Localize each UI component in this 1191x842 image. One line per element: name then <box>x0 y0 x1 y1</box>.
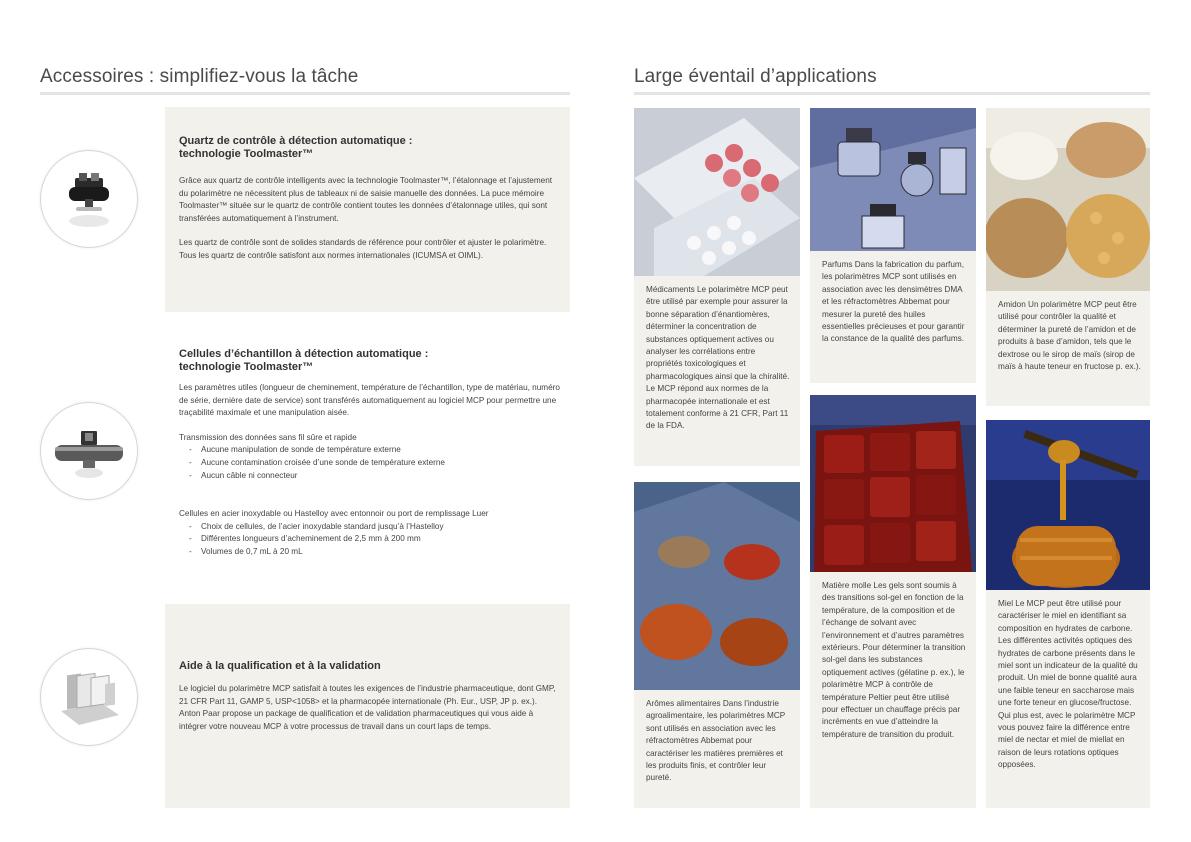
matiere-caption: Matière molle Les gels sont soumis à des transitions sol-gel en fonction de la température, de la composition et de l’échange de solvant avec l’environnement et d’autres paramètres extérieurs. Pour déterminer la transition sol-gel dans les substances optiquement actives (gélatine p. ex.), le polarimètre MCP à contrôle de température Peltier peut être utilisé pour effectuer un chauffage précis par incréments en vue d’atteindre la température de transition du produit. <box>822 581 966 739</box>
sample-cell-tube-icon <box>40 402 138 500</box>
list-item: - Aucune manipulation de sonde de température externe <box>179 444 564 457</box>
amidon-caption: Amidon Un polarimètre MCP peut être utilisé pour contrôler la qualité et déterminer la pureté de l’amidon et de produits à base d’amidon, tels que le dextrose ou le sirop de maïs (sirop de maïs à haute teneur en fructose p. ex.). <box>998 300 1141 372</box>
medicaments-caption: Médicaments Le polarimètre MCP peut être utilisé par exemple pour assurer la bonne séparation d’énantiomères, déterminer la concentration de substances optiquement actives ou analyser les corrélations entre propriétés toxicologiques et pharmacologiques ainsi que la chiralité. Le MCP répond aux normes de la pharmacopée internationale et est totalement conforme à 21 CFR, Part 11 de la FDA. <box>646 285 790 431</box>
starch-flour-pasta-photo <box>986 108 1150 291</box>
validation-panel <box>165 604 570 808</box>
miel-caption-box <box>986 590 1150 808</box>
cells-title-line2: technologie Toolmaster™ <box>179 361 314 373</box>
honey-dipper-photo <box>986 420 1150 590</box>
quartz-title-line1: Quartz de contrôle à détection automatique : <box>179 135 413 147</box>
left-heading-rule <box>40 92 570 95</box>
cells-paragraph-1: Les paramètres utiles (longueur de cheminement, température de l’échantillon, type de matériau, numéro de série, dernière date de service) sont transférés automatiquement au logiciel MCP pour permettre une traçabilité maximale et une manipulation aisée. <box>179 383 560 418</box>
list-item: - Choix de cellules, de l’acier inoxydable standard jusqu’à l’Hastelloy <box>179 521 564 534</box>
aromes-caption: Arômes alimentaires Dans l’industrie agroalimentaire, les polarimètres MCP sont utilisés en association avec les réfractomètres Abbemat pour caractériser les matières premières et les produits finis, et contrôler leur pureté. <box>646 699 786 783</box>
cells-subheading-2: Cellules en acier inoxydable ou Hastelloy avec entonnoir ou port de remplissage Luer <box>179 509 489 519</box>
parfums-caption-box <box>810 251 976 383</box>
quartz-panel <box>165 107 570 312</box>
validation-documents-icon <box>40 648 138 746</box>
left-heading: Accessoires : simplifiez-vous la tâche <box>40 66 359 87</box>
quartz-control-plate-icon <box>40 150 138 248</box>
miel-caption: Miel Le MCP peut être utilisé pour caractériser le miel en identifiant sa composition en hydrates de carbone. Les différentes activités optiques des hydrates de carbone présents dans le miel sont un indicateur de la qualité du produit. Un miel de bonne qualité aura une faible teneur en saccharose mais une forte teneur en glucose/fructose. Qui plus est, avec le polarimètre MCP vous pouvez faire la différence entre miel de nectar et miel de miellat en raison de leurs rotations optiques opposées. <box>998 599 1138 770</box>
validation-title: Aide à la qualification et à la validation <box>179 660 381 672</box>
right-heading-rule <box>634 92 1150 95</box>
list-item: - Différentes longueurs d’acheminement de 2,5 mm à 200 mm <box>179 533 564 546</box>
aromes-caption-box <box>634 690 800 808</box>
sample-cells-section <box>165 330 570 580</box>
quartz-paragraph-2: Les quartz de contrôle sont de solides standards de référence pour contrôler et ajuster le polarimètre. Tous les quartz de contrôle satisfont aux normes internationales (ICUMSA et OIML). <box>179 238 547 260</box>
list-item: - Aucun câble ni connecteur <box>179 470 564 483</box>
parfums-caption: Parfums Dans la fabrication du parfum, les polarimètres MCP sont utilisés en association avec les densimètres DMA et les réfractomètres Abbemat pour mesurer la pureté des huiles essentielles précieuses et pour garantir la constance de la qualité des parfums. <box>822 260 965 344</box>
red-gel-cubes-photo <box>810 395 976 572</box>
validation-paragraph: Le logiciel du polarimètre MCP satisfait à toutes les exigences de l’industrie pharmaceutique, dont GMP, 21 CFR Part 11, GAMP 5, USP<1058> et la pharmacopée internationale (Ph. Eur., USP, JP p. ex.). Anton Paar propose un package de qualification et de validation pharmaceutiques qui vous aide à intégrer votre nouveau MCP à votre processus de travail dans un court laps de temps. <box>179 684 556 731</box>
right-heading: Large éventail d’applications <box>634 66 877 87</box>
cells-title-line1: Cellules d’échantillon à détection automatique : <box>179 348 429 360</box>
amidon-caption-box <box>986 291 1150 406</box>
list-item: - Aucune contamination croisée d’une sonde de température externe <box>179 457 564 470</box>
quartz-paragraph-1: Grâce aux quartz de contrôle intelligents avec la technologie Toolmaster™, l’étalonnage et l’ajustement du polarimètre ne nécessitent plus de tableaux ni de saisie manuelle des données. La puce mémoire Toolmaster™ située sur le quartz de contrôle contient toutes les données d’étalonnage utiles, qui sont transférées automatiquement à l’instrument. <box>179 176 553 223</box>
perfume-bottles-photo <box>810 108 976 251</box>
cells-subheading-1: Transmission des données sans fil sûre et rapide <box>179 432 357 442</box>
list-item: - Volumes de 0,7 mL à 20 mL <box>179 546 564 559</box>
pills-blister-photo <box>634 108 800 276</box>
matiere-caption-box <box>810 572 976 808</box>
quartz-title-line2: technologie Toolmaster™ <box>179 148 314 160</box>
spices-dish-photo <box>634 482 800 690</box>
medicaments-caption-box <box>634 276 800 466</box>
